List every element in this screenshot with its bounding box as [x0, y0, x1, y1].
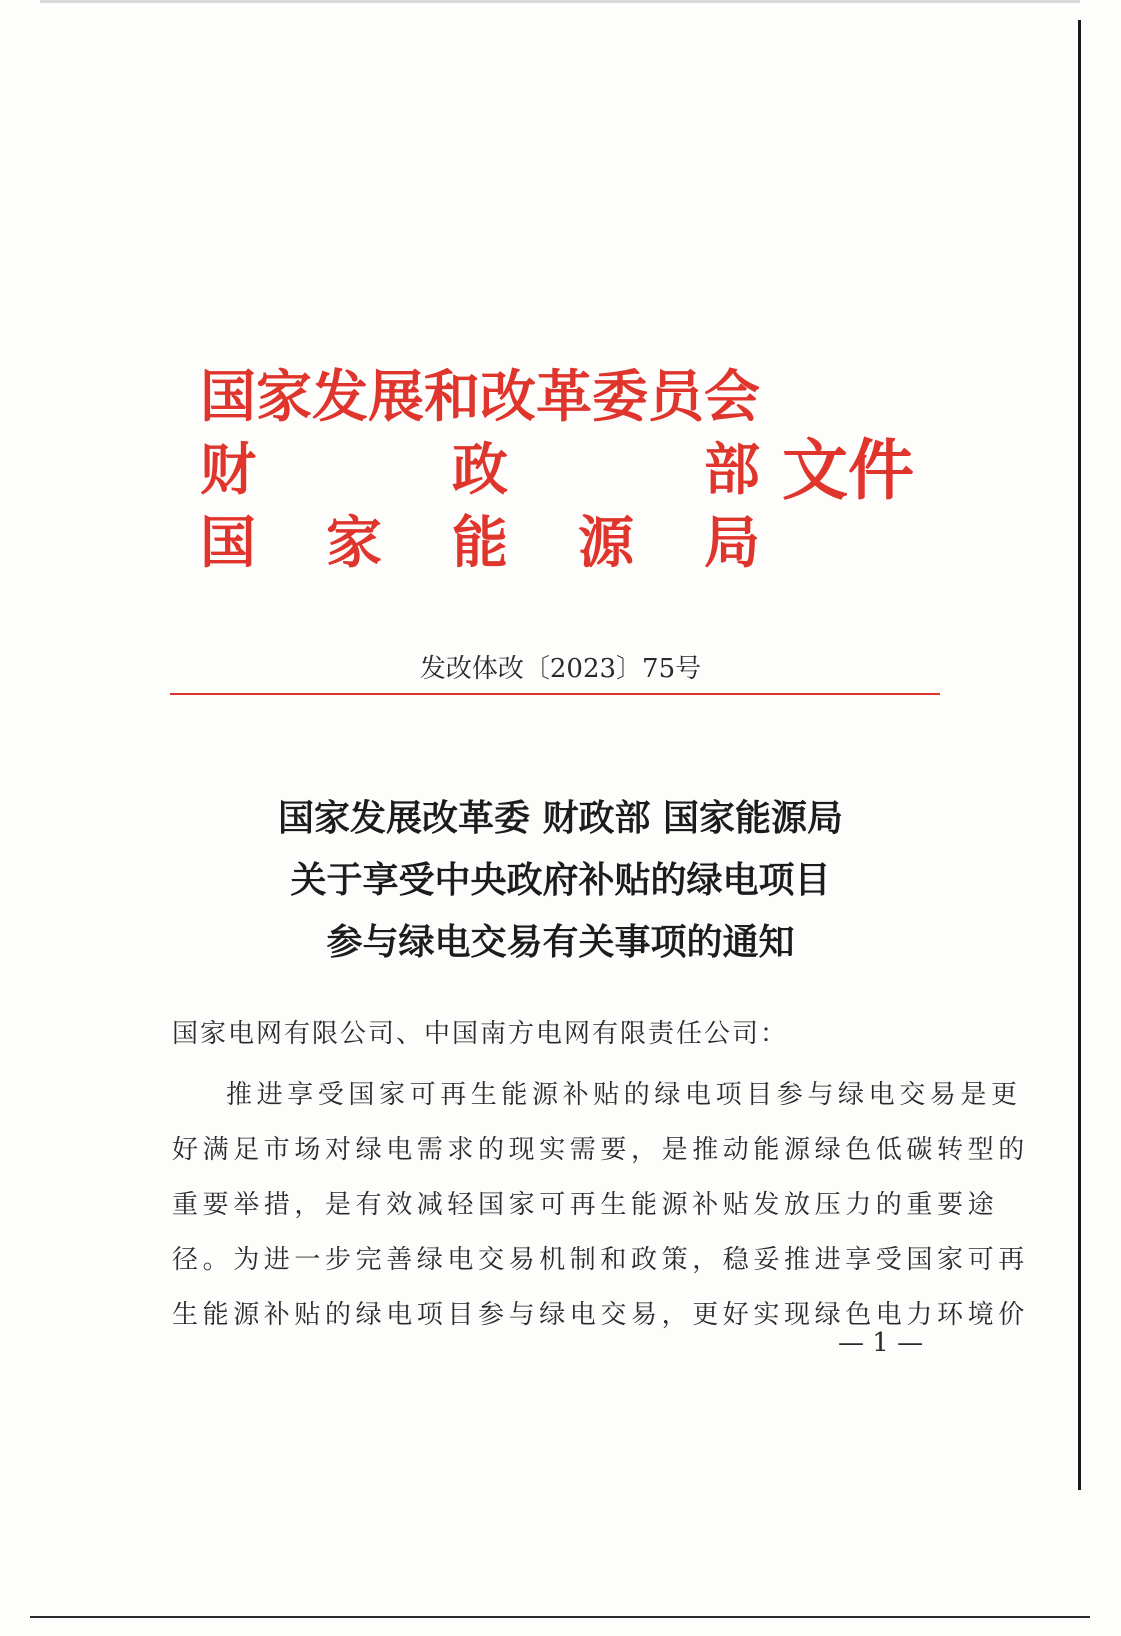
addressee: 国家电网有限公司、中国南方电网有限责任公司： — [172, 1019, 789, 1049]
issuer-ndrc-char-6: 改 — [480, 364, 536, 430]
issuer-line-mof — [200, 437, 760, 503]
page-number: — 1 — — [838, 1328, 924, 1358]
issuer-nea-char-2: 家 — [326, 510, 382, 576]
issuer-ndrc-char-10: 会 — [704, 364, 760, 430]
issuer-ndrc-char-2: 家 — [256, 364, 312, 430]
issuer-line-nea — [200, 510, 760, 576]
red-divider-line — [170, 693, 940, 695]
issuer-mof-char-1: 财 — [200, 437, 256, 503]
issuer-line-ndrc — [200, 364, 760, 430]
issuer-mof-char-2: 政 — [452, 437, 508, 503]
scan-edge-right — [1078, 20, 1081, 1490]
document-number: 发改体改〔2023〕75号 — [419, 654, 702, 684]
issuer-nea-char-1: 国 — [200, 510, 256, 576]
issuer-ndrc-char-1: 国 — [200, 364, 256, 430]
issuer-mof-char-3: 部 — [704, 437, 760, 503]
issuer-ndrc-char-9: 员 — [648, 364, 704, 430]
scan-edge-bottom — [30, 1616, 1090, 1618]
issuer-ndrc-char-8: 委 — [592, 364, 648, 430]
title-line-1: 国家发展改革委 财政部 国家能源局 — [277, 797, 844, 839]
body-line-3: 重要举措，是有效减轻国家可再生能源补贴发放压力的重要途 — [172, 1190, 999, 1220]
issuer-ndrc-char-4: 展 — [368, 364, 424, 430]
title-line-2: 关于享受中央政府补贴的绿电项目 — [290, 859, 831, 901]
issuer-ndrc-char-3: 发 — [312, 364, 368, 430]
body-line-5: 生能源补贴的绿电项目参与绿电交易，更好实现绿色电力环境价 — [172, 1300, 1029, 1330]
body-line-1: 推进享受国家可再生能源补贴的绿电项目参与绿电交易是更 — [226, 1080, 1022, 1110]
document-suffix: 文件 — [782, 431, 914, 509]
issuer-ndrc-char-7: 革 — [536, 364, 592, 430]
issuer-ndrc-char-5: 和 — [424, 364, 480, 430]
body-paragraph — [172, 1068, 1029, 1343]
issuer-nea-char-3: 能 — [452, 510, 508, 576]
body-line-2: 好满足市场对绿电需求的现实需要，是推动能源绿色低碳转型的 — [172, 1135, 1029, 1165]
body-line-4: 径。为进一步完善绿电交易机制和政策，稳妥推进享受国家可再 — [172, 1245, 1029, 1275]
title-line-3: 参与绿电交易有关事项的通知 — [326, 921, 795, 963]
issuer-nea-char-5: 局 — [704, 510, 760, 576]
issuer-nea-char-4: 源 — [578, 510, 634, 576]
scan-edge-top — [40, 0, 1080, 3]
